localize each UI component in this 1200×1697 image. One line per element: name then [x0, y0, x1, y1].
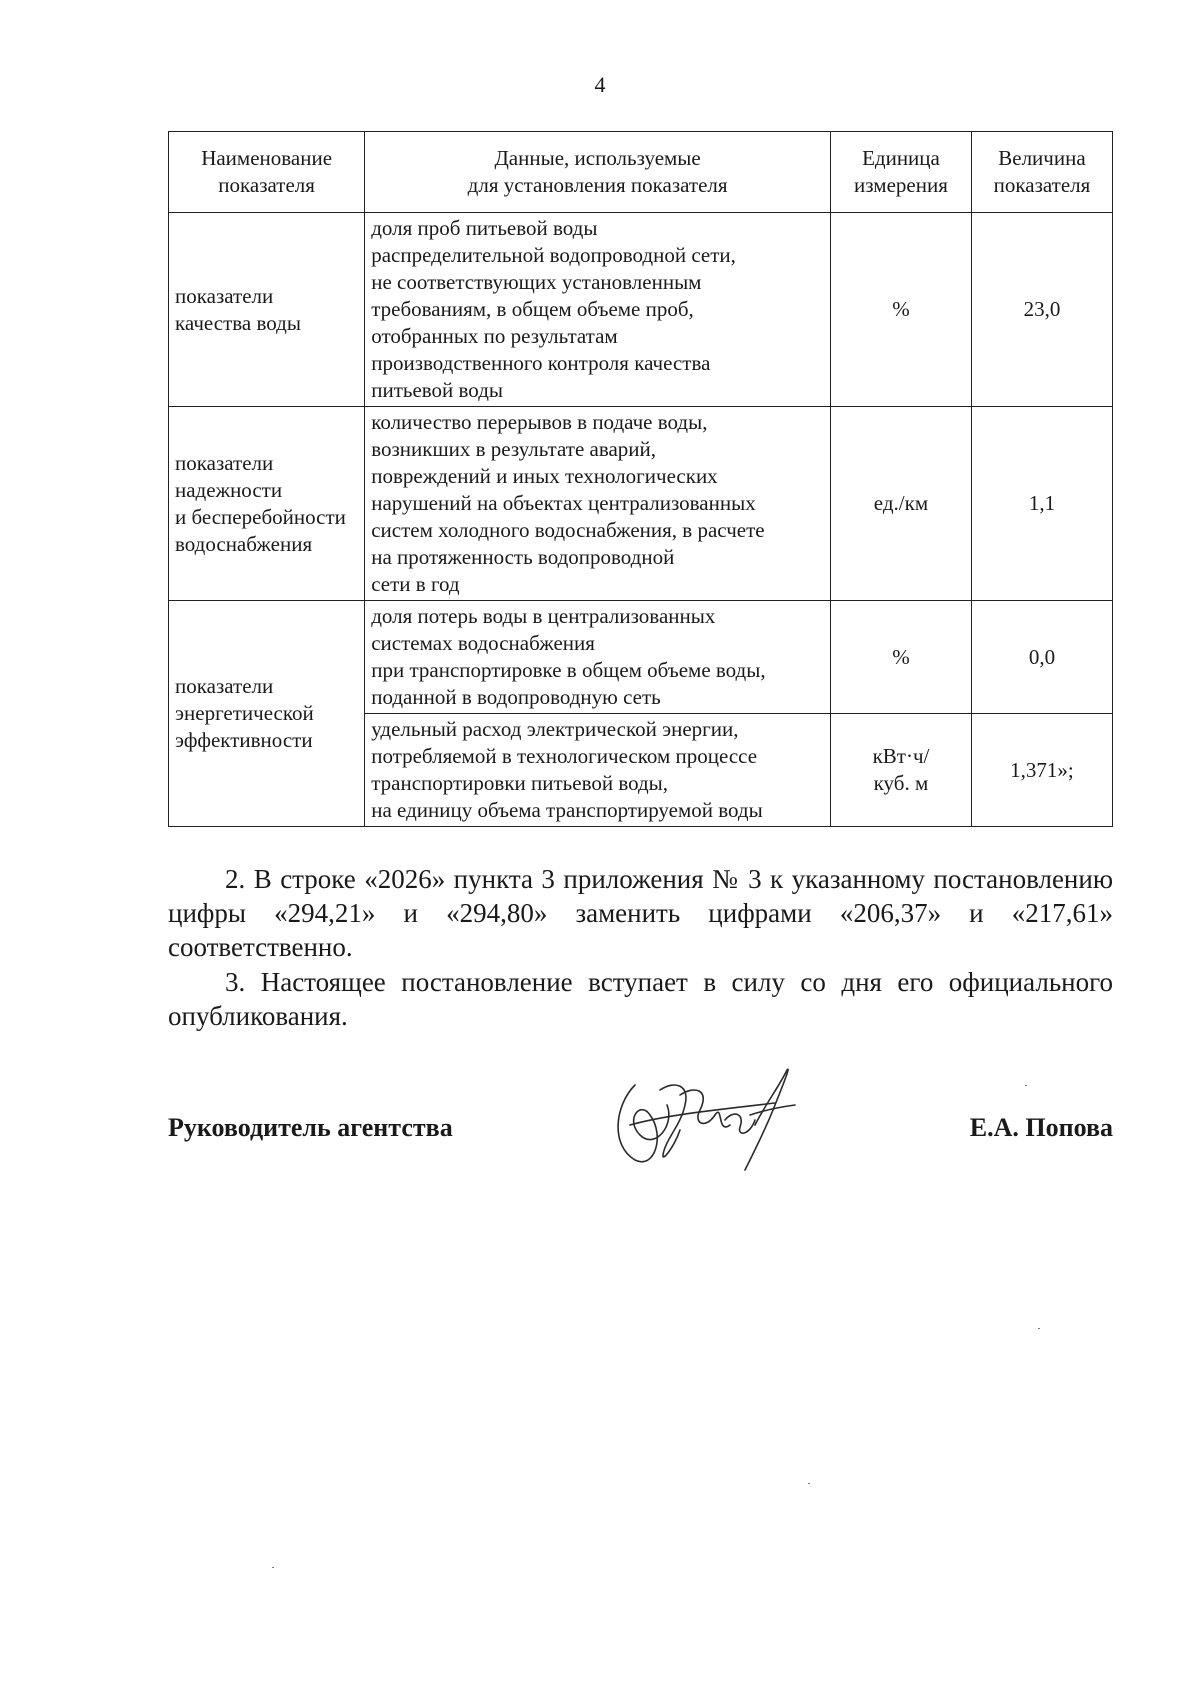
table-row — [169, 213, 1113, 407]
paragraph-text: 2. В строке «2026» пункта 3 приложения № 3 к указанному постановлению цифры «294,21» и «294,80» заменить цифрами «206,37» и «217,61» соответственно. — [168, 864, 1113, 962]
signer-name: Е.А. Попова — [969, 1113, 1113, 1142]
indicator-data: доля потерь воды в централизованных системах водоснабжения при транспортировке в общем объеме воды, поданной в водопроводную сеть — [365, 601, 831, 714]
indicator-unit: % — [831, 213, 972, 407]
indicator-value: 23,0 — [971, 213, 1112, 407]
indicator-name: показатели качества воды — [169, 213, 365, 407]
indicator-value: 1,371»; — [971, 714, 1112, 827]
indicator-name: показатели энергетической эффективности — [169, 601, 365, 827]
indicator-data: доля проб питьевой воды распределительной водопроводной сети, не соответствующих установленным требованиям, в общем объеме проб, отобранных по результатам производственного контроля качества питьевой воды — [365, 213, 831, 407]
header-unit: Единица измерения — [831, 132, 972, 213]
indicator-data: удельный расход электрической энергии, потребляемой в технологическом процессе транспортировки питьевой воды, на единицу объема транспортируемой воды — [365, 714, 831, 827]
indicator-unit: ед./км — [831, 407, 972, 601]
page-number: 4 — [594, 72, 606, 97]
table-header-row — [169, 132, 1113, 213]
indicators-table — [168, 131, 1113, 827]
signer-title: Руководитель агентства — [168, 1113, 453, 1142]
paragraph-item-2 — [168, 862, 1113, 964]
scan-speck — [1025, 1085, 1027, 1086]
indicator-name: показатели надежности и бесперебойности водоснабжения — [169, 407, 365, 601]
scan-speck — [1038, 1328, 1040, 1329]
header-data-used: Данные, используемые для установления показателя — [365, 132, 831, 213]
paragraph-text: 3. Настоящее постановление вступает в силу со дня его официального опубликования. — [168, 967, 1113, 1031]
table-row — [169, 407, 1113, 601]
indicator-data: количество перерывов в подаче воды, возникших в результате аварий, повреждений и иных технологических нарушений на объектах централизованных систем холодного водоснабжения, в расчете на протяженность водопроводной сети в год — [365, 407, 831, 601]
indicator-value: 1,1 — [971, 407, 1112, 601]
indicator-unit: % — [831, 601, 972, 714]
indicator-value: 0,0 — [971, 601, 1112, 714]
header-value: Величина показателя — [971, 132, 1112, 213]
handwritten-signature — [605, 1065, 805, 1175]
indicator-unit: кВт·ч/ куб. м — [831, 714, 972, 827]
header-indicator-name: Наименование показателя — [169, 132, 365, 213]
scan-speck — [272, 1567, 274, 1568]
table-row — [169, 601, 1113, 714]
paragraph-item-3 — [168, 965, 1113, 1033]
scan-speck — [808, 1483, 810, 1484]
